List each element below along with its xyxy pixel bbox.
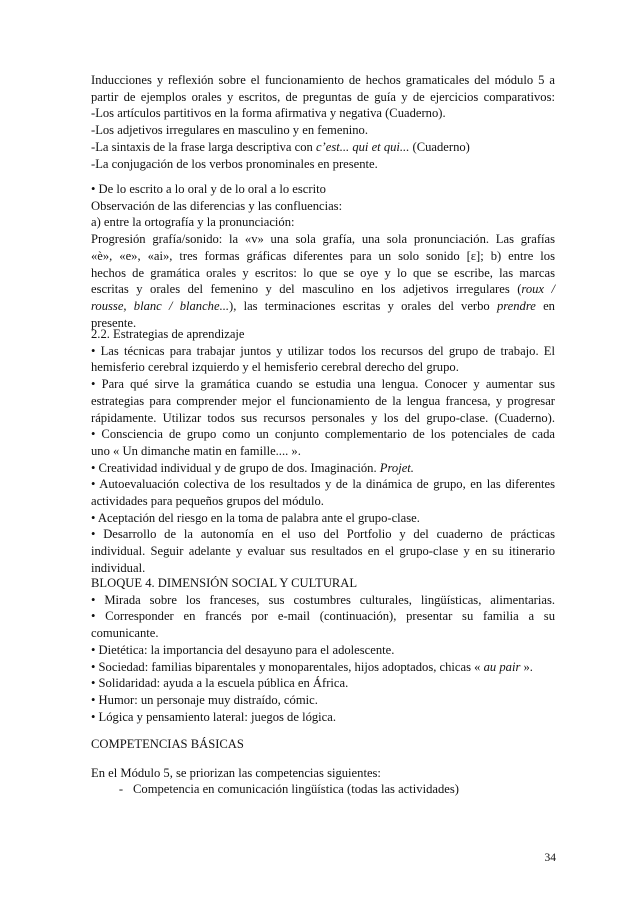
text-line: En el Módulo 5, se priorizan las competencias siguientes: [91, 766, 381, 780]
text-line: comunicante. [91, 626, 159, 641]
text-run: ), las terminaciones escritas y orales del verbo [229, 298, 497, 313]
text-line: • Desarrollo de la autonomía en el uso del Portfolio y del cuaderno de prácticas [91, 527, 555, 542]
text-line: partir de ejemplos orales y escritos, de preguntas de guía y de ejercicios comparativos: [91, 89, 555, 104]
text-line: • Mirada sobre los franceses, sus costumbres culturales, lingüísticas, alimentarias. [91, 592, 555, 607]
italic-text: Projet. [379, 460, 414, 475]
text-line: uno « Un dimanche matin en famille.... ». [91, 443, 301, 458]
text-line: individual. [91, 560, 146, 575]
text-line [91, 281, 555, 298]
text-line: -Los adjetivos irregulares en masculino y en femenino. [91, 123, 368, 138]
text-line: • Solidaridad: ayuda a la escuela pública en África. [91, 676, 349, 691]
text-run: escritas y orales del femenino y del masculino en los adjetivos irregulares ( [91, 282, 522, 297]
text-line: estrategias para comprender mejor el funcionamiento de la lengua francesa, y progresar [91, 393, 555, 408]
text-line: COMPETENCIAS BÁSICAS [91, 737, 244, 751]
text-line: • Corresponder en francés por e-mail (continuación), presentar su familia a su [91, 609, 555, 624]
text-line: rápidamente. Utilizar todos sus recursos personales y los del grupo-clase. (Cuaderno). [91, 410, 555, 425]
text-line [91, 298, 555, 315]
text-run: en [535, 298, 555, 313]
text-line: • De lo escrito a lo oral y de lo oral a lo escrito [91, 182, 326, 196]
text-line: -La conjugación de los verbos pronominales en presente. [91, 156, 378, 171]
grammar-reflection-paragraph [91, 72, 555, 172]
text-line: «è», «e», «ai», tres formas gráficas diferentes para un solo sonido [ɛ]; b) entre los [91, 248, 555, 263]
social-cultural-section [91, 575, 555, 725]
basic-competences-heading [91, 736, 555, 753]
italic-text: rousse, blanc / blanche... [91, 298, 230, 313]
text-run: -La sintaxis de la frase larga descriptiva con [91, 139, 316, 154]
text-line: • Aceptación del riesgo en la toma de palabra ante el grupo-clase. [91, 510, 420, 525]
competences-list [91, 781, 555, 798]
text-line: • Para qué sirve la gramática cuando se estudia una lengua. Conocer y aumentar sus [91, 377, 555, 392]
text-line: Inducciones y reflexión sobre el funcionamiento de hechos gramaticales del módulo 5 a [91, 73, 555, 87]
text-line: actividades para pequeños grupos del módulo. [91, 494, 324, 509]
list-item-text: Competencia en comunicación lingüística (todas las actividades) [133, 782, 459, 796]
text-run: (Cuaderno) [409, 139, 470, 154]
text-line: hemisferio cerebral izquierdo y el hemisferio cerebral derecho del grupo. [91, 360, 459, 375]
text-run: • Sociedad: familias biparentales y monoparentales, hijos adoptados, chicas « [91, 659, 484, 674]
text-line: 2.2. Estrategias de aprendizaje [91, 327, 245, 341]
italic-text: c’est... qui et qui... [315, 139, 410, 154]
italic-text: prendre [496, 298, 536, 313]
text-line: presente. [91, 315, 137, 330]
list-item [91, 781, 555, 798]
text-run: ». [520, 659, 533, 674]
page-number: 34 [544, 852, 556, 864]
text-line: Observación de las diferencias y las confluencias: [91, 198, 343, 213]
list-dash: - [118, 782, 124, 796]
text-line: -Los artículos partitivos en la forma afirmativa y negativa (Cuaderno). [91, 106, 446, 121]
italic-text: roux / [521, 282, 556, 297]
written-oral-section [91, 181, 555, 331]
text-line [91, 139, 555, 156]
text-line: • Humor: un personaje muy distraído, cómic. [91, 692, 318, 707]
text-line: BLOQUE 4. DIMENSIÓN SOCIAL Y CULTURAL [91, 576, 358, 590]
text-line: • Las técnicas para trabajar juntos y utilizar todos los recursos del grupo de trabajo. El [91, 343, 555, 358]
text-line: • Dietética: la importancia del desayuno para el adolescente. [91, 642, 395, 657]
text-line: individual. Seguir adelante y evaluar sus resultados en el grupo-clase y en su itinerario [91, 544, 555, 559]
text-line: hechos de gramática orales y escritos: lo que se oye y lo que se escribe, las marcas [91, 265, 555, 280]
competences-intro [91, 765, 555, 782]
text-line [91, 659, 555, 676]
text-line: • Autoevaluación colectiva de los resultados y de la dinámica de grupo, en las diferentes [91, 477, 555, 492]
text-line: Progresión grafía/sonido: la «v» una sola grafía, una sola pronunciación. Las grafías [91, 232, 555, 247]
learning-strategies-section [91, 326, 555, 577]
text-line: a) entre la ortografía y la pronunciación: [91, 215, 295, 230]
text-run: • Creatividad individual y de grupo de dos. Imaginación. [91, 460, 380, 475]
text-line: • Consciencia de grupo como un conjunto complementario de los potenciales de cada [91, 427, 555, 442]
text-line [91, 460, 555, 477]
italic-text: au pair [483, 659, 521, 674]
text-line: • Lógica y pensamiento lateral: juegos de lógica. [91, 709, 337, 724]
